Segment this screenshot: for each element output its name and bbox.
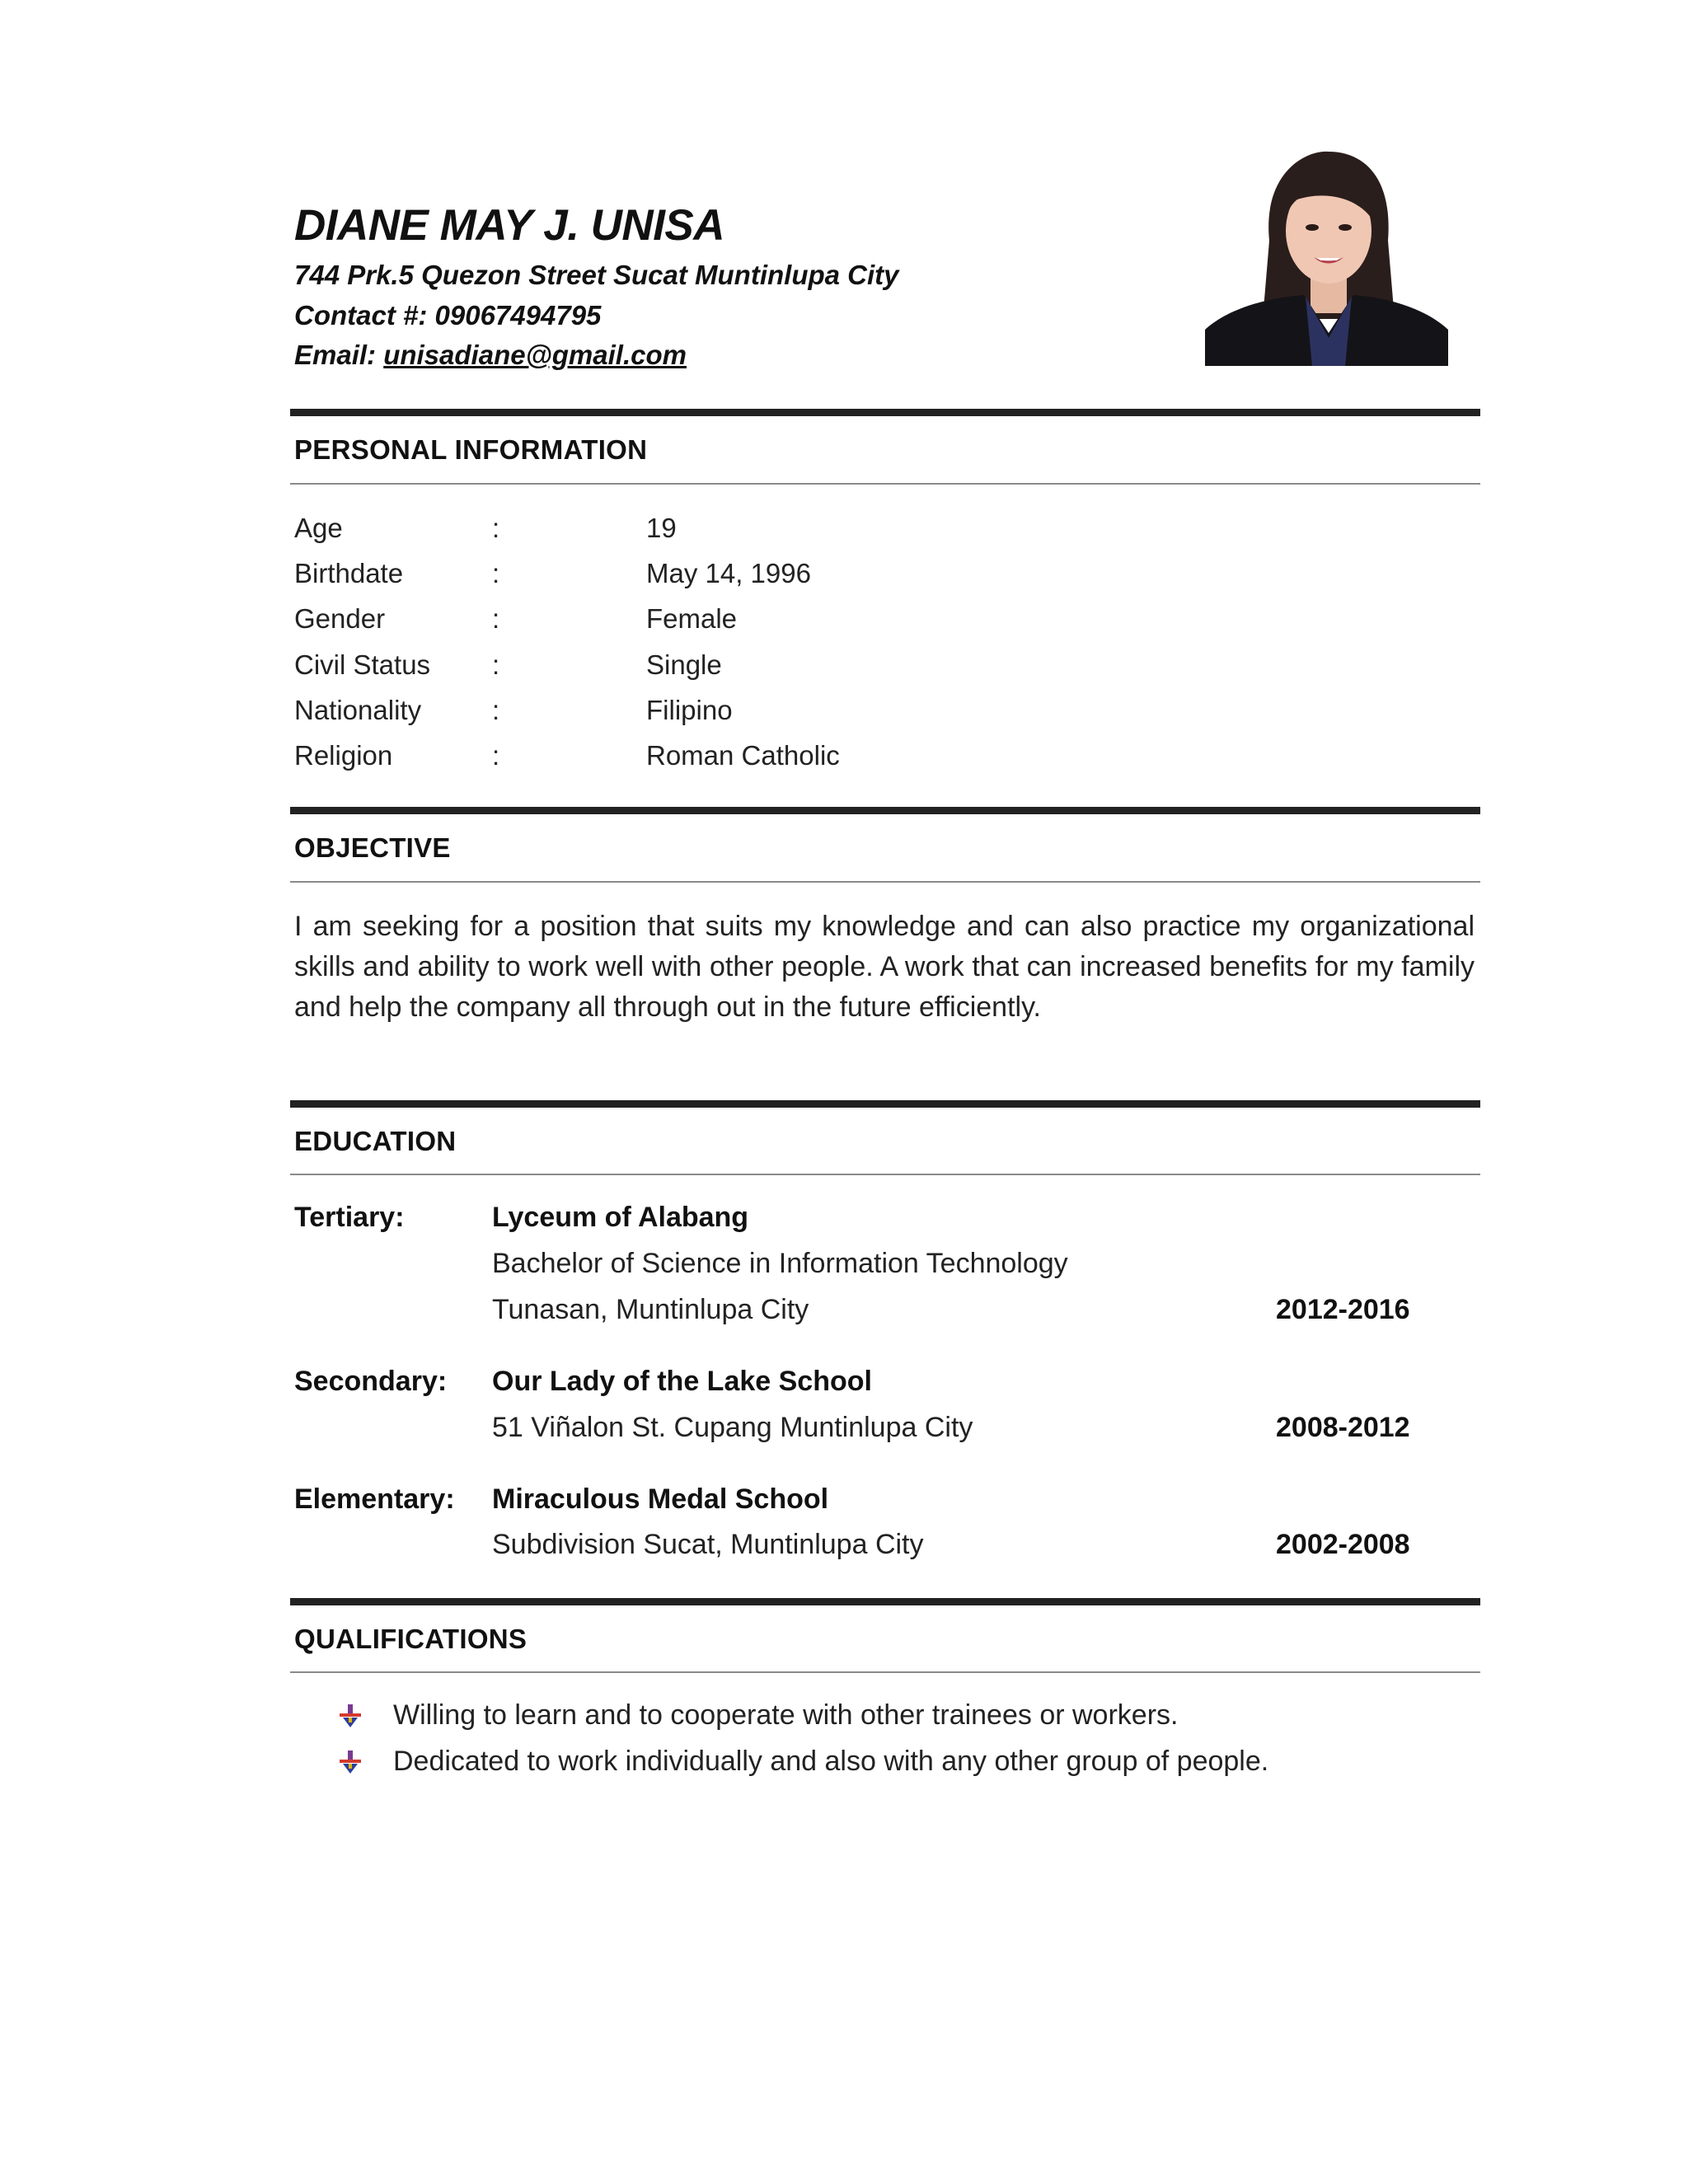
tertiary-course: Bachelor of Science in Information Technology [492,1248,1068,1279]
email-line [294,340,687,371]
qualifications-title: QUALIFICATIONS [294,1624,528,1654]
info-label: Birthdate [294,558,404,588]
info-value: Female [646,603,738,634]
arrow-down-bullet-icon [340,1704,361,1729]
tertiary-label: Tertiary: [294,1202,405,1233]
info-colon: : [492,558,500,588]
info-value: May 14, 1996 [646,558,811,588]
info-label: Nationality [294,695,422,725]
info-row-civil-status [294,649,1448,691]
contact-line [294,300,601,331]
elementary-location: Subdivision Sucat, Muntinlupa City [492,1529,924,1560]
section-divider [290,1100,1480,1108]
email-link[interactable]: unisadiane@gmail.com [383,340,687,370]
info-row-birthdate [294,558,1448,599]
applicant-photo [1205,142,1448,366]
info-colon: : [492,513,500,543]
applicant-name: DIANE MAY J. UNISA [294,201,725,250]
info-row-nationality [294,695,1448,736]
objective-text: I am seeking for a position that suits my knowledge and can also practice my organizational skills and ability to work well with other people. A work that can increased benefits for my family and help the company all through out in the future efficiently. [294,911,1475,1023]
elementary-school: Miraculous Medal School [492,1483,829,1515]
contact-label: Contact #: [294,300,435,330]
info-row-gender [294,603,1448,644]
secondary-label: Secondary: [294,1366,448,1397]
section-underline [290,1671,1480,1673]
info-label: Civil Status [294,649,431,680]
education-title: EDUCATION [294,1126,457,1156]
tertiary-school: Lyceum of Alabang [492,1202,749,1233]
section-divider [290,1598,1480,1605]
info-value: Filipino [646,695,733,725]
email-label: Email: [294,340,384,370]
info-label: Religion [294,740,393,771]
section-underline [290,881,1480,883]
secondary-years: 2008-2012 [1276,1412,1410,1443]
info-row-religion [294,740,1448,781]
info-value: Roman Catholic [646,740,840,771]
objective-title: OBJECTIVE [294,832,451,863]
info-colon: : [492,740,500,771]
section-divider [290,807,1480,814]
elementary-years: 2002-2008 [1276,1529,1410,1560]
qualification-text: Dedicated to work individually and also with any other group of people. [393,1746,1269,1777]
info-value: 19 [646,513,677,543]
secondary-school: Our Lady of the Lake School [492,1366,872,1397]
info-label: Gender [294,603,386,634]
qualification-text: Willing to learn and to cooperate with other trainees or workers. [393,1699,1179,1731]
section-underline [290,483,1480,485]
info-colon: : [492,603,500,634]
elementary-label: Elementary: [294,1483,455,1515]
info-label: Age [294,513,343,543]
info-row-age [294,513,1448,554]
info-colon: : [492,649,500,680]
arrow-down-bullet-icon [340,1750,361,1775]
secondary-location: 51 Viñalon St. Cupang Muntinlupa City [492,1412,973,1443]
personal-info-title: PERSONAL INFORMATION [294,434,648,465]
info-value: Single [646,649,722,680]
contact-number: 09067494795 [434,300,602,330]
portrait-image [1205,142,1448,366]
tertiary-years: 2012-2016 [1276,1294,1410,1325]
tertiary-location: Tunasan, Muntinlupa City [492,1294,809,1325]
section-underline [290,1174,1480,1175]
info-colon: : [492,695,500,725]
address-line: 744 Prk.5 Quezon Street Sucat Muntinlupa City [294,260,899,290]
section-divider [290,409,1480,416]
